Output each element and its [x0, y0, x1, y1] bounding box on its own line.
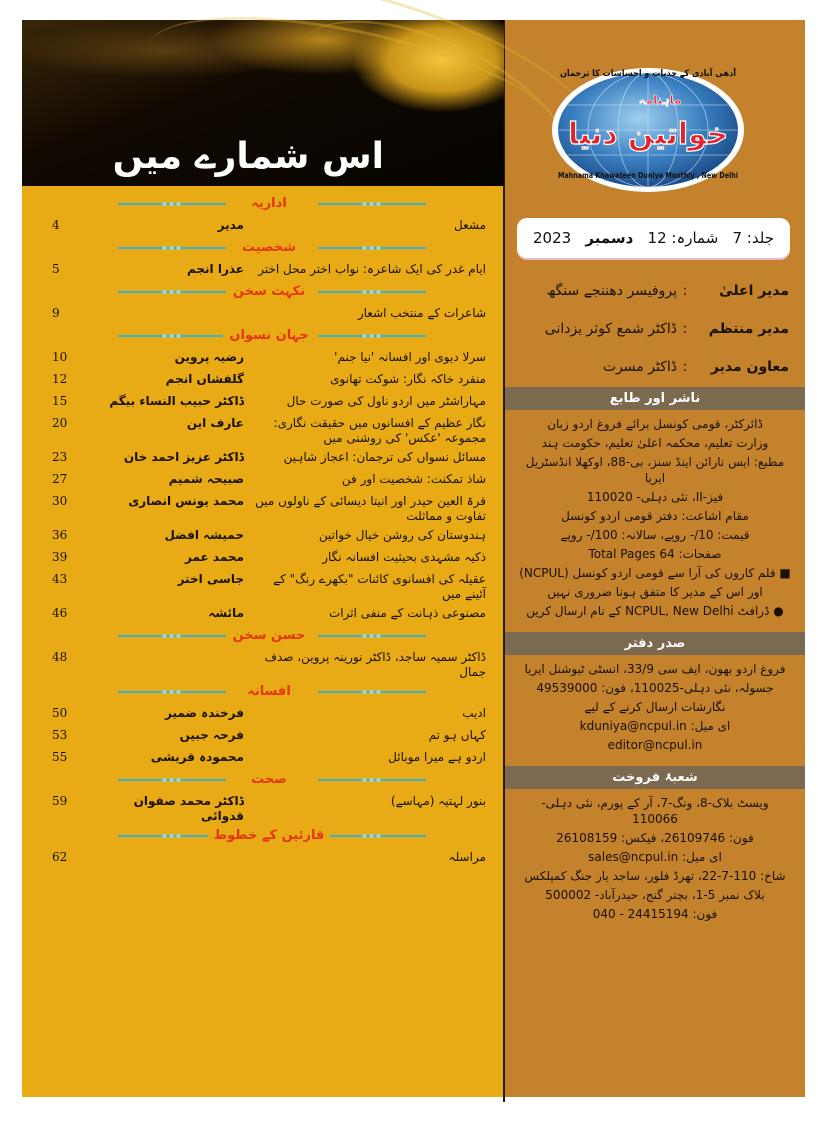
entry-title: مراسلہ [448, 850, 486, 864]
toc-entry[interactable] [52, 470, 486, 492]
entry-author: ڈاکٹر حبیب النساء بیگم [109, 394, 244, 408]
section-title: شخصیت [236, 240, 302, 255]
entry-author: ڈاکٹر محمد صفوان قدوائی [133, 794, 244, 823]
toc-entry[interactable] [52, 748, 486, 770]
info-line: وزارت تعلیم، محکمہ اعلیٰ تعلیم، حکومت ہند [541, 436, 769, 450]
ornamental-divider [118, 203, 226, 205]
ornamental-divider [118, 247, 226, 249]
section-header [52, 238, 486, 260]
info-line: شاخ: 110-7-22، تھرڈ فلور، ساجد یار جنگ کمپلکس [524, 869, 786, 883]
editor-role: مدیر اعلیٰ [719, 283, 789, 299]
toc-entry[interactable] [52, 260, 486, 282]
issue-number: شمارہ: 12 [647, 229, 719, 247]
entry-page: 20 [52, 416, 68, 430]
toc-entry[interactable] [52, 570, 486, 604]
spacer [505, 622, 805, 632]
entry-author: رضیہ پروین [174, 350, 244, 364]
logo-tagline: آدھی آبادی کے جذبات و احساسات کا ترجمان [560, 69, 756, 79]
entry-page: 39 [52, 550, 68, 564]
ornamental-divider [318, 291, 426, 293]
info-line: مقام اشاعت: دفتر قومی اردو کونسل [561, 509, 749, 523]
entry-page: 10 [52, 350, 68, 364]
section-title: جہان نسواں [223, 328, 314, 343]
entry-page: 48 [52, 650, 68, 664]
entry-page: 36 [52, 528, 68, 542]
entry-title: مہاراشٹر میں اردو ناول کی صورت حال [286, 394, 486, 408]
info-line: اور اس کے مدیر کا متفق ہونا ضروری نہیں [547, 585, 763, 599]
section-header [52, 770, 486, 792]
ornamental-divider [118, 779, 226, 781]
section-title: اداریہ [245, 196, 293, 211]
toc-entry[interactable] [52, 492, 486, 526]
info-line: نگارشات ارسال کرنے کے لیے [584, 700, 726, 714]
section-header [52, 326, 486, 348]
toc-entry[interactable] [52, 848, 486, 870]
section-header [52, 282, 486, 304]
ornamental-divider [318, 835, 426, 837]
entry-title: مشعل [453, 218, 486, 232]
entry-page: 50 [52, 706, 68, 720]
entry-author: محمد یونس انصاری [128, 494, 244, 508]
section-title: قارئین کے خطوط [208, 828, 331, 843]
entry-page: 46 [52, 606, 68, 620]
entry-author: محمد عمر [185, 550, 244, 564]
info-line: ڈائرکٹر، قومی کونسل برائے فروغ اردو زبان [547, 417, 763, 431]
entry-author: ڈاکٹر عزیز احمد خان [123, 450, 244, 464]
logo-english: Mahnama Khawateen Duniya Monthly , New Delhi [558, 171, 739, 180]
editorial-board [505, 272, 805, 386]
info-line: ای میل: sales@ncpul.in [588, 850, 722, 864]
entry-title: شاعرات کے منتخب اشعار [357, 306, 486, 320]
section-title: نکہت سخن [227, 284, 311, 299]
entry-page: 4 [52, 218, 60, 232]
entry-author: عذرا انجم [186, 262, 244, 276]
entry-page: 23 [52, 450, 68, 464]
info-line: فیز-II، نئی دہلی- 110020 [586, 490, 724, 504]
entry-page: 59 [52, 794, 68, 808]
entry-title: سرلا دیوی اور افسانہ 'نیا جنم' [334, 350, 486, 364]
toc-entry[interactable] [52, 448, 486, 470]
spacer [505, 756, 805, 766]
editor-name: پروفیسر دھننجے سنگھ [546, 283, 677, 299]
toc-entry[interactable] [52, 370, 486, 392]
entry-title: ایام غدر کی ایک شاعرہ: نواب اختر محل اختر [258, 262, 486, 276]
entry-author: مدیر [217, 218, 244, 232]
entry-title: شاذ تمکنت: شخصیت اور فن [341, 472, 486, 486]
section-title: افسانہ [241, 684, 297, 699]
entry-title: قرۃ العین حیدر اور انیتا دیسائی کے ناولوں میں تفاوت و مماثلت [255, 494, 486, 523]
section-header [52, 194, 486, 216]
hero-banner [22, 20, 504, 186]
section-title: صحت [245, 772, 293, 787]
entry-title: ذکیہ مشہدی بحیثیت افسانہ نگار [322, 550, 486, 564]
editor-name: ڈاکٹر مسرت [602, 359, 677, 375]
page-title: اس شمارے میں [112, 136, 384, 177]
table-of-contents [22, 194, 504, 870]
entry-title: منفرد خاکہ نگار: شوکت تھانوی [330, 372, 486, 386]
ornamental-divider [118, 291, 226, 293]
entry-author: جاسی اختر [177, 572, 244, 586]
ornamental-divider [318, 203, 426, 205]
editor-row [521, 348, 789, 386]
entry-page: 27 [52, 472, 68, 486]
magazine-logo [548, 60, 756, 195]
entry-author: صبیحہ شمیم [168, 472, 244, 486]
ornamental-divider [318, 247, 426, 249]
editor-role: معاون مدیر [710, 359, 789, 375]
issue-year: 2023 [533, 229, 572, 247]
entry-author: محمودہ قریشی [150, 750, 244, 764]
editor-row [521, 310, 789, 348]
entry-title: مسائل نسواں کی ترجمان: اعجاز شاہین [283, 450, 486, 464]
info-line: صفحات: 64 Total Pages [588, 547, 722, 561]
info-line: ● ڈرافٹ NCPUL, New Delhi کے نام ارسال کریں [526, 604, 784, 618]
info-line: جسولہ، نئی دہلی-110025، فون: 49539000 [536, 681, 774, 695]
entry-author: فرخندہ ضمیر [164, 706, 244, 720]
entry-title: ہندوستان کی روشن خیال خواتین [318, 528, 486, 542]
entry-page: 55 [52, 750, 68, 764]
toc-entry[interactable] [52, 526, 486, 548]
issue-month: دسمبر [585, 229, 634, 247]
entry-page: 5 [52, 262, 60, 276]
ornamental-divider [318, 335, 426, 337]
ornamental-divider [318, 691, 426, 693]
section-header [52, 826, 486, 848]
toc-entry[interactable] [52, 704, 486, 726]
toc-entry[interactable] [52, 648, 486, 682]
section-header [52, 626, 486, 648]
info-line: بلاک نمبر 5-1، بچتر گنج، حیدرآباد- 500002 [545, 888, 765, 902]
info-line: مطبع: ایس نارائن اینڈ سنز، بی-88، اوکھلا انڈسٹریل ایریا [525, 455, 785, 485]
entry-title: ادیب [462, 706, 486, 720]
section-band-head-office: صدر دفتر [505, 632, 805, 655]
ornamental-divider [118, 691, 226, 693]
colon: : [682, 359, 688, 375]
entry-page: 53 [52, 728, 68, 742]
toc-entry[interactable] [52, 726, 486, 748]
entry-title: اردو ہے میرا موبائل [388, 750, 486, 764]
entry-author: حمیشہ افضل [164, 528, 244, 542]
entry-title: کہاں ہو تم [428, 728, 486, 742]
section-header [52, 682, 486, 704]
issue-info-box [517, 218, 790, 258]
section-band-sales: شعبۂ فروخت [505, 766, 805, 789]
entry-page: 9 [52, 306, 60, 320]
info-line: ■ قلم کاروں کی آرا سے قومی اردو کونسل (NCPUL) [519, 566, 791, 580]
info-line: قیمت: 10/- روپے، سالانہ: 100/- روپے [560, 528, 750, 542]
entry-title: ڈاکٹر سمیہ ساجد، ڈاکٹر نورینہ پروین، صدف جمال [264, 650, 486, 679]
section-title: حسن سخن [227, 628, 312, 643]
editor-role: مدیر منتظم [708, 321, 789, 337]
entry-page: 12 [52, 372, 68, 386]
entry-title: بنور لہتیہ (مہاسے) [390, 794, 486, 808]
masthead-details [505, 387, 805, 925]
toc-entry[interactable] [52, 392, 486, 414]
section-band-publisher: ناشر اور طابع [505, 387, 805, 410]
ornamental-divider [318, 635, 426, 637]
info-line: فون: 24415194 - 040 [592, 907, 718, 921]
entry-author: مائشہ [208, 606, 244, 620]
info-line: فروغ اردو بھون، ایف سی 33/9، انسٹی ٹیوشنل ایریا [524, 662, 786, 676]
entry-title: نگار عظیم کے افسانوں میں حقیقت نگاری: مجموعہ 'عکس' کی روشنی میں [273, 416, 486, 445]
toc-entry[interactable] [52, 414, 486, 448]
editor-name: ڈاکٹر شمع کوثر یزدانی [544, 321, 677, 337]
entry-page: 15 [52, 394, 68, 408]
toc-entry[interactable] [52, 348, 486, 370]
entry-page: 62 [52, 850, 68, 864]
entry-page: 30 [52, 494, 68, 508]
editor-row [521, 272, 789, 310]
colon: : [682, 321, 688, 337]
entry-title: مصنوعی ذہانت کے منفی اثرات [328, 606, 486, 620]
ornamental-divider [118, 335, 226, 337]
ornamental-divider [118, 635, 226, 637]
entry-page: 43 [52, 572, 68, 586]
toc-entry[interactable] [52, 304, 486, 326]
info-line: ای میل: kduniya@ncpul.in [579, 719, 731, 733]
toc-entry[interactable] [52, 548, 486, 570]
entry-author: گلفشاں انجم [165, 372, 244, 386]
info-line: فون: 26109746، فیکس: 26108159 [556, 831, 754, 845]
toc-entry[interactable] [52, 216, 486, 238]
entry-author: عارف این [186, 416, 244, 430]
info-line: ویسٹ بلاک-8، ونگ-7، آر کے پورم، نئی دہلی- 110066 [541, 796, 769, 826]
entry-title: عقیلہ کی افسانوی کائنات "بکھرے رنگ" کے آئینے میں [273, 572, 486, 601]
ornamental-divider [318, 779, 426, 781]
logo-monthly: ماہنامہ [638, 93, 682, 107]
entry-author: فرحہ جبیں [179, 728, 244, 742]
logo-name: خواتین دنیا [568, 117, 728, 152]
colon: : [682, 283, 688, 299]
info-line: editor@ncpul.in [607, 738, 703, 752]
toc-entry[interactable] [52, 604, 486, 626]
volume: جلد: 7 [732, 229, 774, 247]
toc-entry[interactable] [52, 792, 486, 826]
